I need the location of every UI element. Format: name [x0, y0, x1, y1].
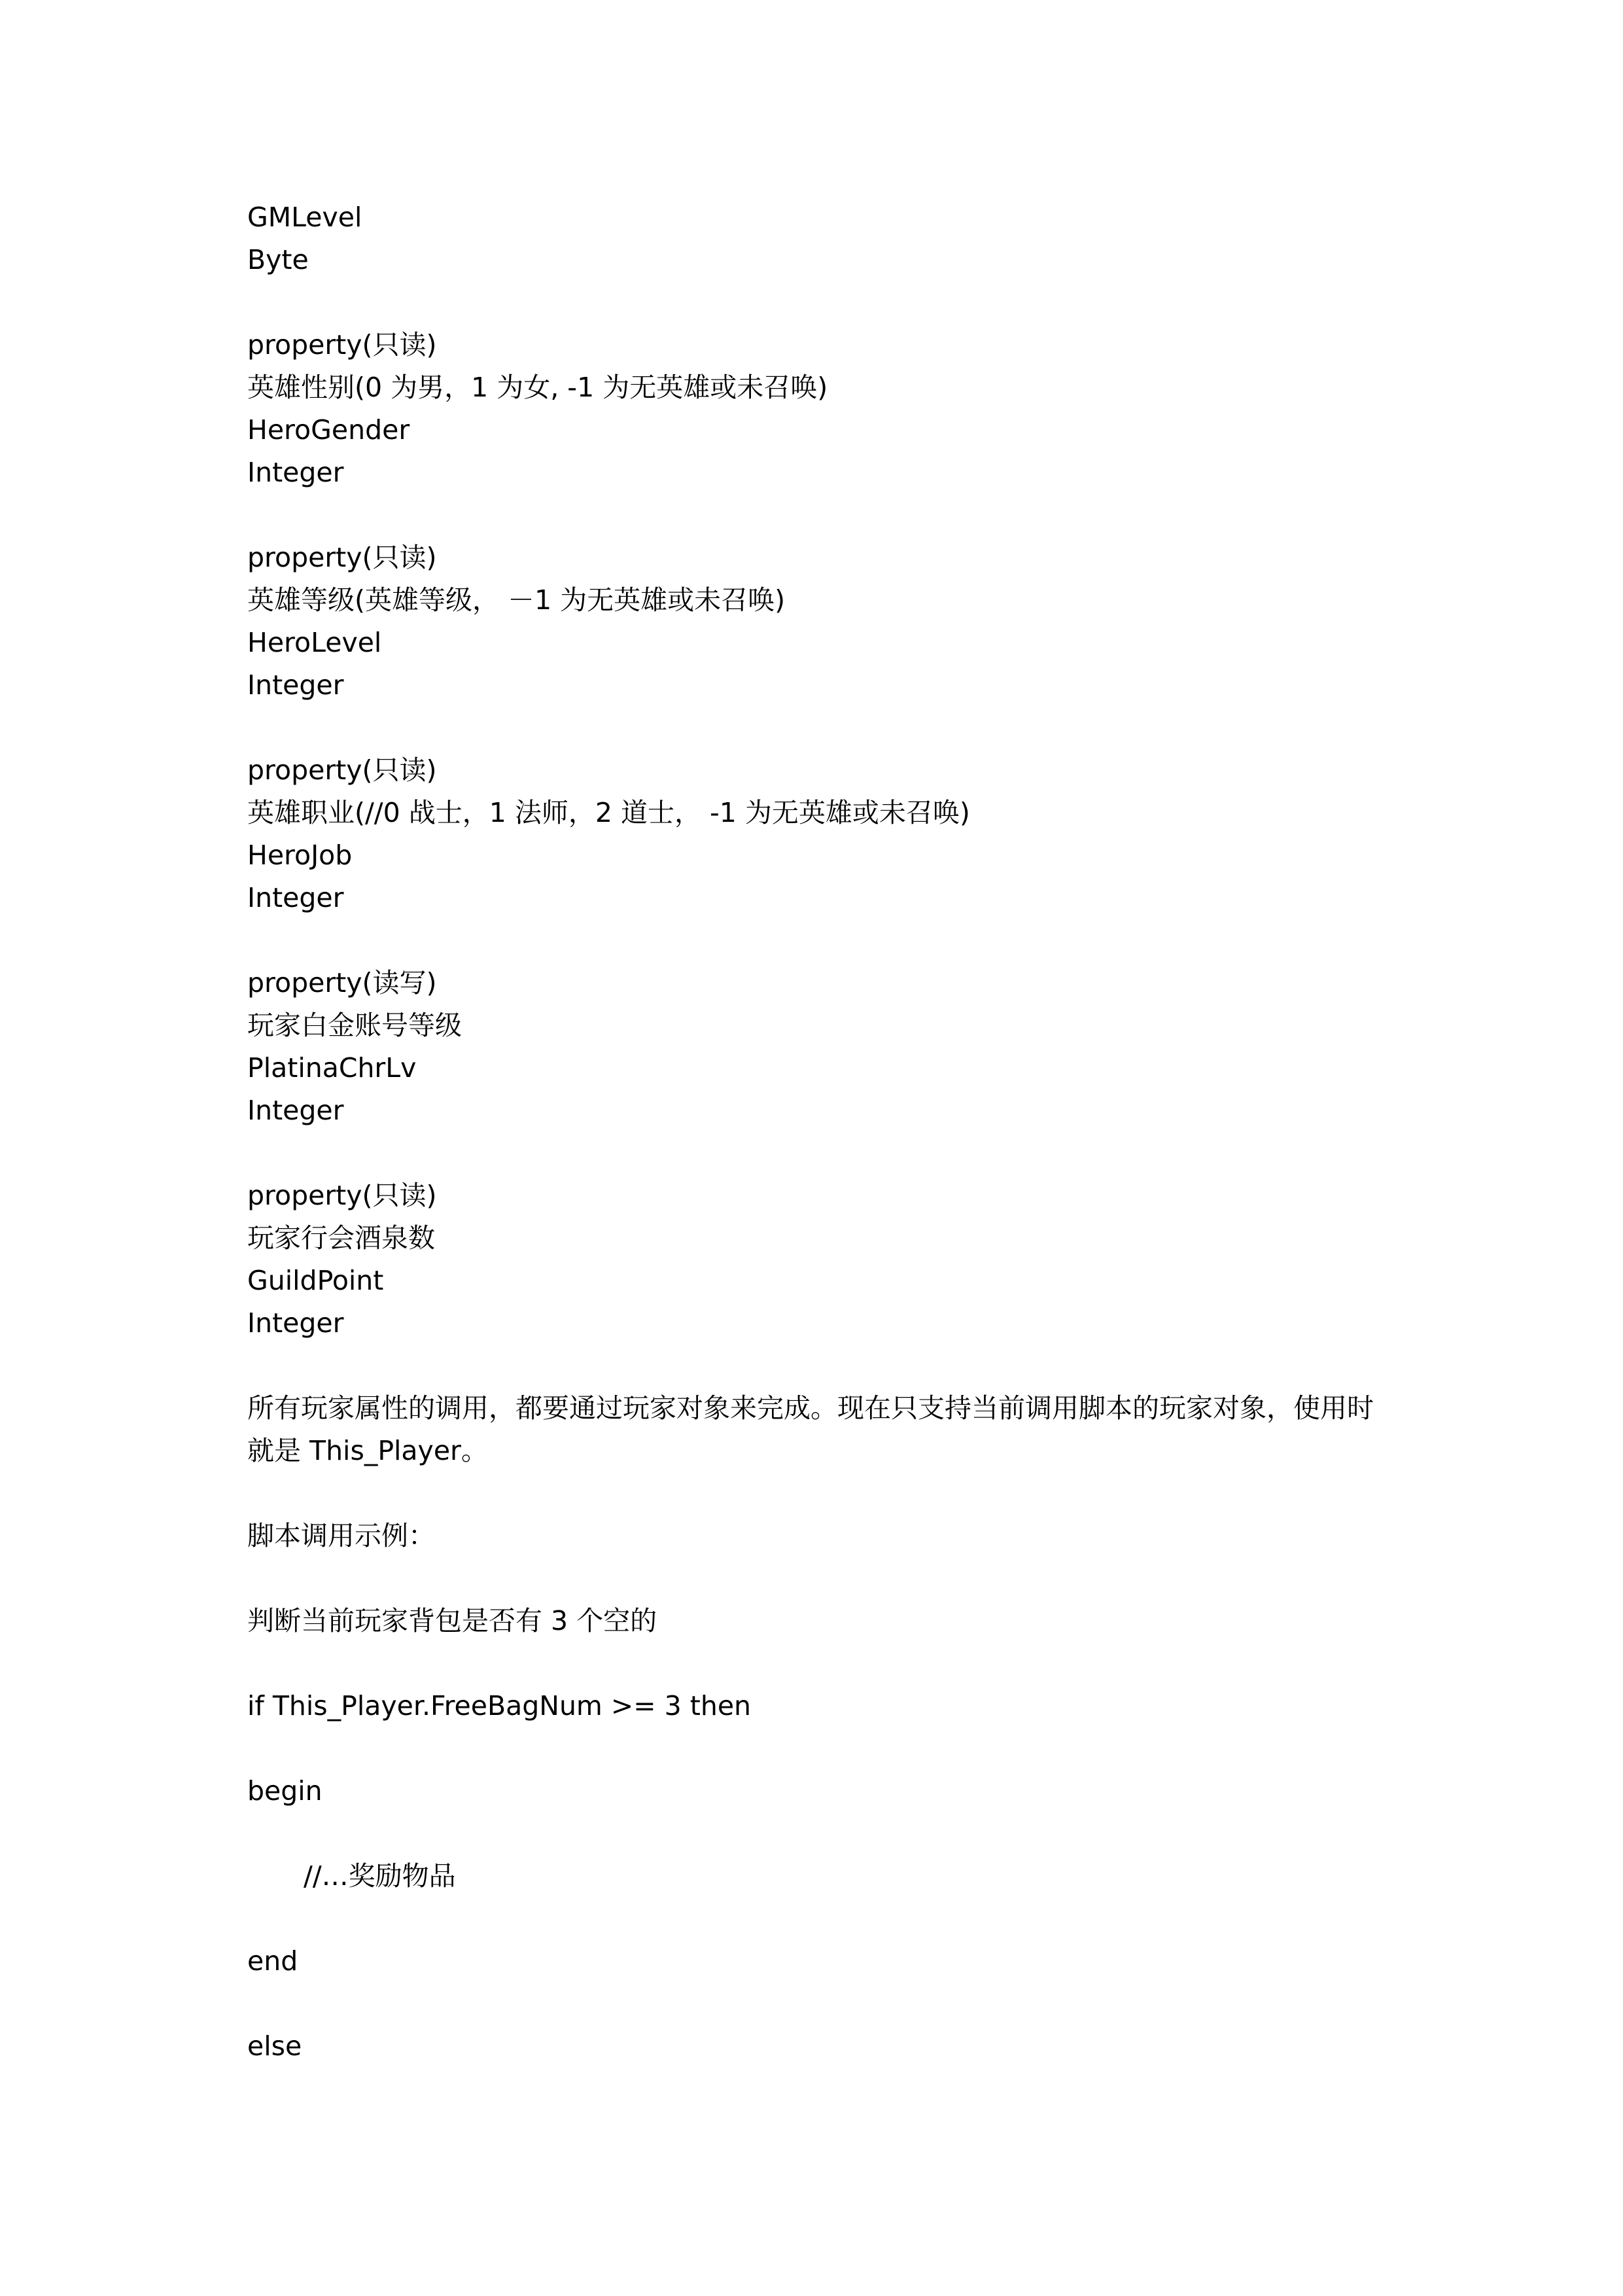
property-desc-hero-gender: 英雄性别(0 为男，1 为女, -1 为无英雄或未召唤) — [247, 372, 828, 403]
spacer — [247, 1727, 1392, 1770]
usage-paragraph: 所有玩家属性的调用，都要通过玩家对象来完成。现在只支持当前调用脚本的玩家对象，使用时就是 This_Player。 — [247, 1392, 1374, 1466]
spacer — [247, 707, 1392, 749]
property-name-guild-point: GuildPoint — [247, 1265, 384, 1296]
spacer — [247, 1132, 1392, 1174]
spacer — [247, 919, 1392, 962]
spacer — [247, 1898, 1392, 1940]
spacer — [247, 281, 1392, 324]
spacer — [247, 494, 1392, 537]
document-page — [247, 196, 1392, 2068]
field-name-gmlevel: GMLevel — [247, 202, 362, 233]
property-desc-platina: 玩家白金账号等级 — [247, 1010, 462, 1041]
field-type-byte: Byte — [247, 244, 309, 275]
property-name-hero-job: HeroJob — [247, 839, 353, 871]
spacer — [247, 1983, 1392, 2025]
property-type-hero-gender: Integer — [247, 457, 344, 488]
property-name-hero-level: HeroLevel — [247, 627, 382, 658]
code-line-if: if This_Player.FreeBagNum >= 3 then — [247, 1690, 752, 1722]
property-type-hero-job: Integer — [247, 882, 344, 913]
spacer — [247, 1472, 1392, 1515]
property-access-hero-job: property(只读) — [247, 754, 437, 786]
property-access-guild-point: property(只读) — [247, 1180, 437, 1211]
code-line-begin: begin — [247, 1775, 323, 1807]
code-line-else: else — [247, 2030, 302, 2062]
property-access-hero-level: property(只读) — [247, 542, 437, 573]
property-name-hero-gender: HeroGender — [247, 414, 410, 446]
property-name-platina: PlatinaChrLv — [247, 1052, 417, 1084]
property-type-platina: Integer — [247, 1095, 344, 1126]
property-access-platina: property(读写) — [247, 967, 437, 998]
example-heading: 脚本调用示例： — [247, 1520, 435, 1551]
property-desc-guild-point: 玩家行会酒泉数 — [247, 1222, 435, 1254]
property-type-hero-level: Integer — [247, 669, 344, 701]
spacer — [247, 1345, 1392, 1387]
spacer — [247, 1642, 1392, 1685]
property-desc-hero-job: 英雄职业(//0 战士，1 法师，2 道士， -1 为无英雄或未召唤) — [247, 797, 970, 828]
example-description: 判断当前玩家背包是否有 3 个空的 — [247, 1605, 657, 1636]
spacer — [247, 1557, 1392, 1600]
code-line-comment: //…奖励物品 — [304, 1860, 456, 1892]
code-line-end: end — [247, 1945, 298, 1977]
property-desc-hero-level: 英雄等级(英雄等级， －1 为无英雄或未召唤) — [247, 584, 786, 616]
spacer — [247, 1812, 1392, 1855]
property-type-guild-point: Integer — [247, 1307, 344, 1339]
property-access-hero-gender: property(只读) — [247, 329, 437, 361]
